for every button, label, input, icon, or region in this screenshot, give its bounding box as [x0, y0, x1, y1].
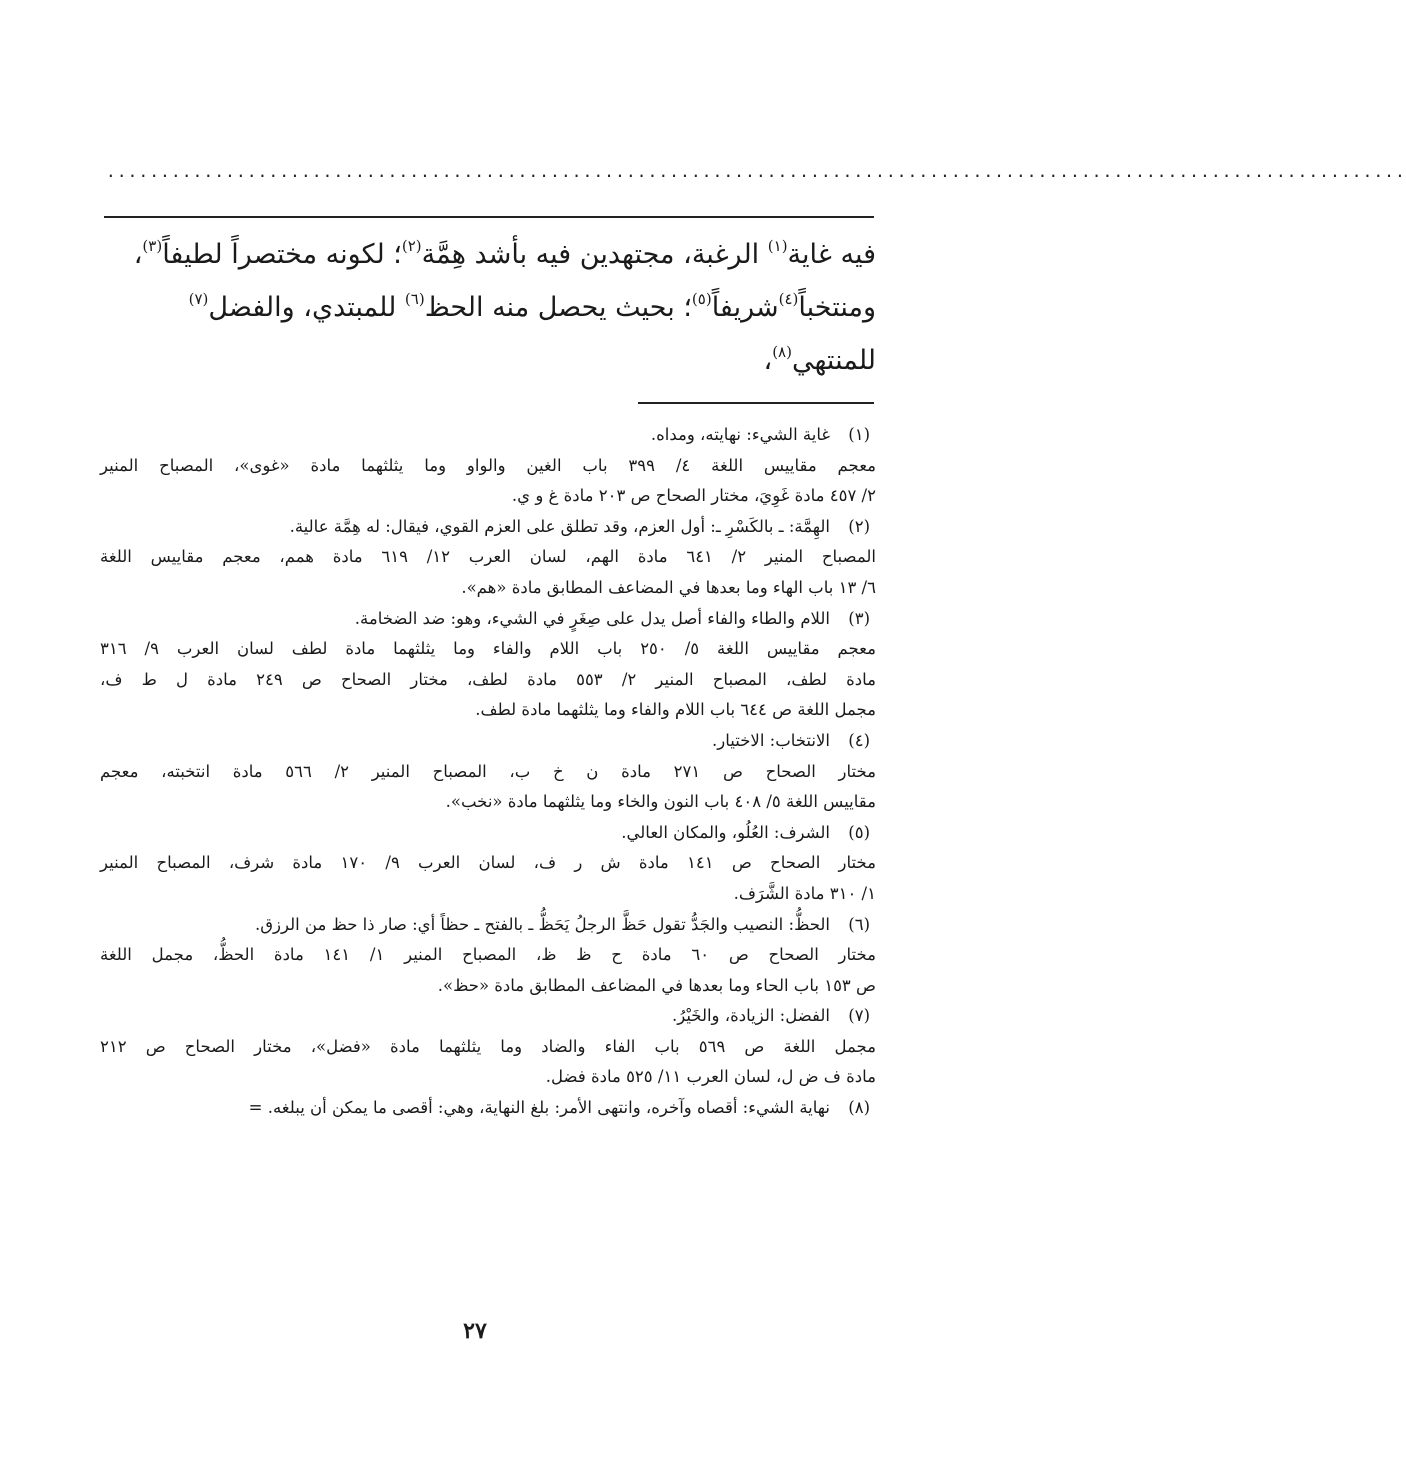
footnote-ref[interactable]: (٧): [188, 290, 209, 308]
footnote-ref[interactable]: (٣): [142, 237, 163, 255]
footnote: [100, 604, 876, 726]
page-number: ٢٧: [463, 1318, 487, 1344]
main-text-line: [100, 334, 876, 387]
footnote-row: المصباح المنير ٢/ ٦٤١ مادة الهم، لسان العرب ١٢/ ٦١٩ مادة همم، معجم مقاييس اللغة: [100, 547, 876, 567]
footnote-number: (٣): [848, 608, 870, 628]
footnote-number: (٦): [848, 914, 870, 934]
footnote-head: الحظُّ: النصيب والجَدُّ تقول حَظَّ الرجلُ يَحَظُّ ـ بالفتح ـ حظاً أي: صار ذا حظ من الرزق.: [254, 914, 830, 934]
main-text-line: [100, 281, 876, 334]
footnote-row: ص ١٥٣ باب الحاء وما بعدها في المضاعف المطابق مادة «حظ».: [437, 975, 876, 995]
footnote-number: (٨): [848, 1098, 870, 1118]
text-run: ؛ لكونه مختصراً لطيفاً: [162, 239, 402, 270]
footnote-ref[interactable]: (٥): [691, 290, 712, 308]
footnote-row: مختار الصحاح ص ٦٠ مادة ح ظ ظ، المصباح المنير ١/ ١٤١ مادة الحظُّ، مجمل اللغة: [100, 945, 876, 965]
footnote-head: نهاية الشيء: أقصاه وآخره، وانتهى الأمر: بلغ النهاية، وهي: أقصى ما يمكن أن يبلغه. =: [248, 1098, 830, 1118]
footnote-ref[interactable]: (٢): [401, 237, 422, 255]
footnote-ref[interactable]: (٨): [772, 343, 792, 361]
footnote-ref[interactable]: (٤): [778, 290, 799, 308]
footnote-rule: [638, 402, 874, 404]
footnote-head: الشرف: العُلُو، والمكان العالي.: [621, 822, 830, 842]
footnote-number: (١): [848, 425, 870, 444]
dotted-separator: ........................................................................................................................: [106, 162, 1406, 181]
footnote-number: (٥): [848, 822, 870, 842]
footnote-row: ٦/ ١٣ باب الهاء وما بعدها في المضاعف المطابق مادة «هم».: [461, 577, 876, 597]
text-run: ومنتخباً: [798, 292, 876, 323]
footnote-head: اللام والطاء والفاء أصل يدل على صِغَرٍ في الشيء، وهو: ضد الضخامة.: [354, 608, 830, 628]
footnote-head: غاية الشيء: نهايته، ومداه.: [650, 425, 830, 444]
text-run: الرغبة، مجتهدين فيه بأشد هِمَّة: [421, 239, 768, 270]
text-run: شريفاً: [711, 292, 779, 323]
footnote-head: الانتخاب: الاختيار.: [712, 730, 830, 750]
footnote-head: الهِمَّة: ـ بالكَسْرِ ـ: أول العزم، وقد تطلق على العزم القوي، فيقال: له هِمَّة عالية.: [289, 516, 830, 536]
footnote: [100, 420, 876, 512]
footnote-row: مجمل اللغة ص ٥٦٩ باب الفاء والضاد وما يثلثهما مادة «فضل»، مختار الصحاح ص ٢١٢: [100, 1036, 876, 1056]
footnote-number: (٤): [848, 730, 870, 750]
header-rule: [104, 216, 874, 218]
footnote-row: مختار الصحاح ص ٢٧١ مادة ن خ ب، المصباح المنير ٢/ ٥٦٦ مادة انتخبته، معجم: [100, 761, 876, 781]
footnote: [100, 512, 876, 604]
footnote-number: (٢): [848, 516, 870, 536]
footnote-row: معجم مقاييس اللغة ٤/ ٣٩٩ باب الغين والواو وما يثلثهما مادة «غوى»، المصباح المنير: [100, 455, 876, 475]
footnote-row: مقاييس اللغة ٥/ ٤٠٨ باب النون والخاء وما يثلثهما مادة «نخب».: [445, 792, 876, 812]
text-run: ،: [133, 239, 143, 270]
footnote-ref[interactable]: (٦): [404, 290, 425, 308]
text-run: للمبتدي، والفضل: [208, 292, 405, 323]
text-run: ؛ بحيث يحصل منه الحظ: [424, 292, 692, 323]
footnote-head: الفضل: الزيادة، والخَيْرُ.: [671, 1006, 830, 1026]
footnote-ref[interactable]: (١): [767, 237, 788, 255]
footnote-row: معجم مقاييس اللغة ٥/ ٢٥٠ باب اللام والفاء وما يثلثهما مادة لطف لسان العرب ٩/ ٣١٦: [100, 639, 876, 659]
footnote-row: مجمل اللغة ص ٦٤٤ باب اللام والفاء وما يثلثهما مادة لطف.: [475, 700, 876, 720]
footnote-row: مادة لطف، المصباح المنير ٢/ ٥٥٣ مادة لطف، مختار الصحاح ص ٢٤٩ مادة ل ط ف،: [100, 669, 877, 689]
footnote: [100, 726, 876, 818]
main-text-line: [100, 228, 876, 281]
footnote-row: ٢/ ٤٥٧ مادة غَوِيَ، مختار الصحاح ص ٢٠٣ مادة غ و ي.: [511, 486, 876, 506]
footnote: [100, 1001, 876, 1093]
footnote-number: (٧): [848, 1006, 870, 1026]
text-run: للمنتهي: [791, 345, 876, 376]
footnote-row: مختار الصحاح ص ١٤١ مادة ش ر ف، لسان العرب ٩/ ١٧٠ مادة شرف، المصباح المنير: [100, 853, 876, 873]
text-run: ،: [763, 345, 773, 376]
footnote-row: ١/ ٣١٠ مادة الشَّرَف.: [733, 883, 876, 903]
footnote-row: مادة ف ض ل، لسان العرب ١١/ ٥٢٥ مادة فضل.: [545, 1067, 876, 1087]
footnote: [100, 910, 876, 1002]
main-text: [100, 228, 876, 387]
text-run: فيه غاية: [787, 239, 876, 270]
footnote: [100, 818, 876, 910]
footnote: [100, 1093, 876, 1124]
footnotes: [100, 420, 876, 1124]
